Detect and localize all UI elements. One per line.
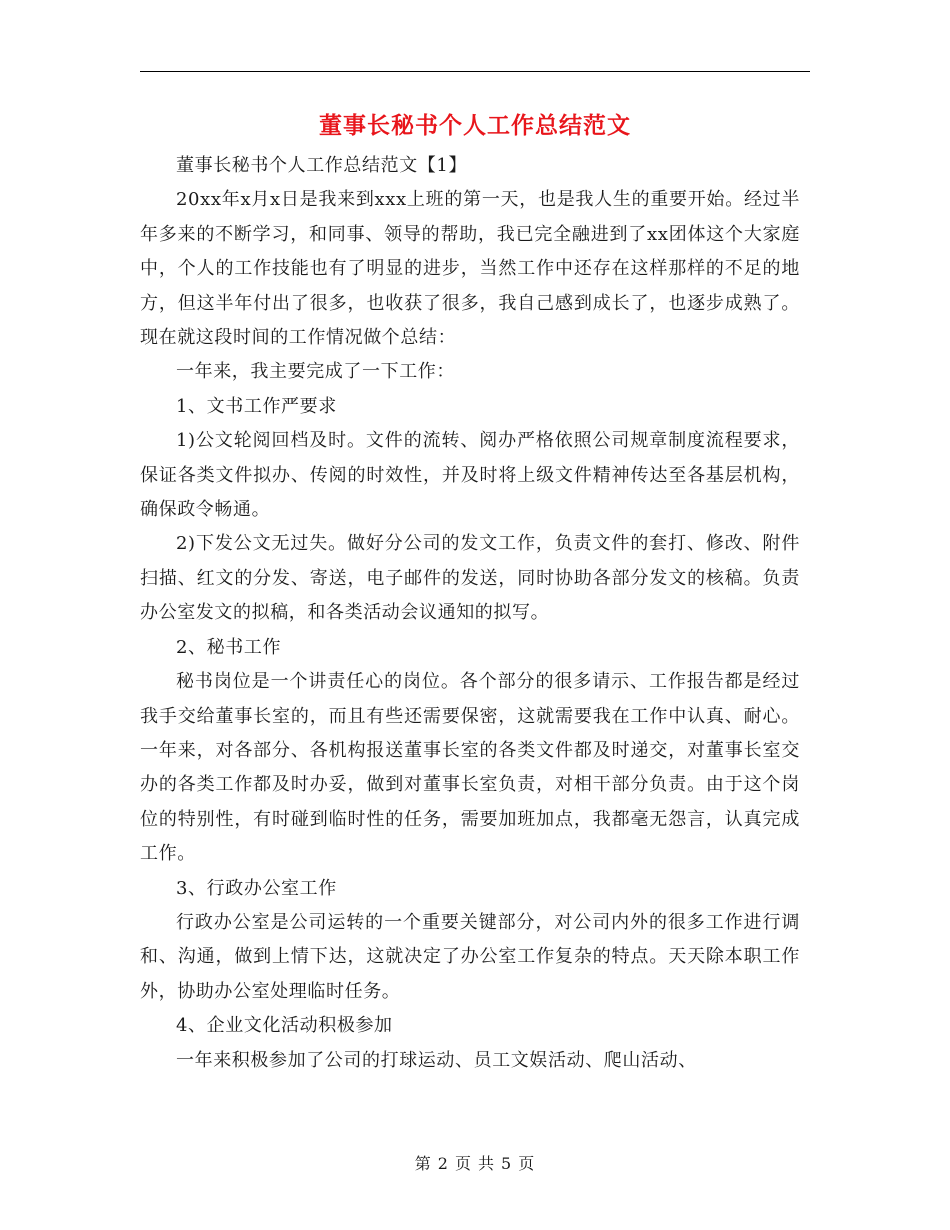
header-rule	[140, 71, 810, 72]
total-pages-number: 5	[501, 1154, 513, 1173]
body-paragraph: 1)公文轮阅回档及时。文件的流转、阅办严格依照公司规章制度流程要求，保证各类文件拟办、传阅的时效性，并及时将上级文件精神传达至各基层机构，确保政令畅通。	[140, 430, 800, 521]
body-paragraph: 一年来积极参加了公司的打球运动、员工文娱活动、爬山活动、	[176, 1049, 697, 1071]
footer-prefix: 第	[414, 1154, 432, 1173]
footer-middle: 页 共	[454, 1154, 496, 1173]
body-paragraph: 行政办公室是公司运转的一个重要关键部分，对公司内外的很多工作进行调和、沟通，做到上情下达，这就决定了办公室工作复杂的特点。天天除本职工作外，协助办公室处理临时任务。	[140, 911, 800, 1002]
subheading: 3、行政办公室工作	[176, 877, 337, 899]
body-paragraph: 20xx年x月x日是我来到xxx上班的第一天，也是我人生的重要开始。经过半年多来的不断学习，和同事、领导的帮助，我已完全融进到了xx团体这个大家庭中，个人的工作技能也有了明显的进步，当然工作中还存在这样那样的不足的地方，但这半年付出了很多，也收获了很多，我自己感到成长了，也逐步成熟了。现在就这段时间的工作情况做个总结：	[140, 189, 800, 349]
body-paragraph: 秘书岗位是一个讲责任心的岗位。各个部分的很多请示、工作报告都是经过我手交给董事长室的，而且有些还需要保密，这就需要我在工作中认真、耐心。一年来，对各部分、各机构报送董事长室的各类文件都及时递交，对董事长室交办的各类工作都及时办妥，做到对董事长室负责，对相干部分负责。由于这个岗位的特别性，有时碰到临时性的任务，需要加班加点，我都毫无怨言，认真完成工作。	[140, 671, 800, 865]
page-footer	[0, 1152, 950, 1176]
subheading: 4、企业文化活动积极参加	[176, 1015, 393, 1037]
current-page-number: 2	[437, 1154, 449, 1173]
footer-suffix: 页	[518, 1154, 536, 1173]
body-paragraph: 2)下发公文无过失。做好分公司的发文工作，负责文件的套打、修改、附件扫描、红文的分发、寄送，电子邮件的发送，同时协助各部分发文的核稿。负责办公室发文的拟稿，和各类活动会议通知的拟写。	[140, 533, 800, 624]
subheading: 1、文书工作严要求	[176, 395, 337, 417]
document-body	[140, 149, 800, 1078]
document-title: 董事长秘书个人工作总结范文	[319, 112, 631, 139]
subheading: 2、秘书工作	[176, 636, 282, 658]
section-heading: 董事长秘书个人工作总结范文【1】	[176, 155, 468, 176]
body-paragraph: 一年来，我主要完成了一下工作：	[176, 361, 455, 383]
